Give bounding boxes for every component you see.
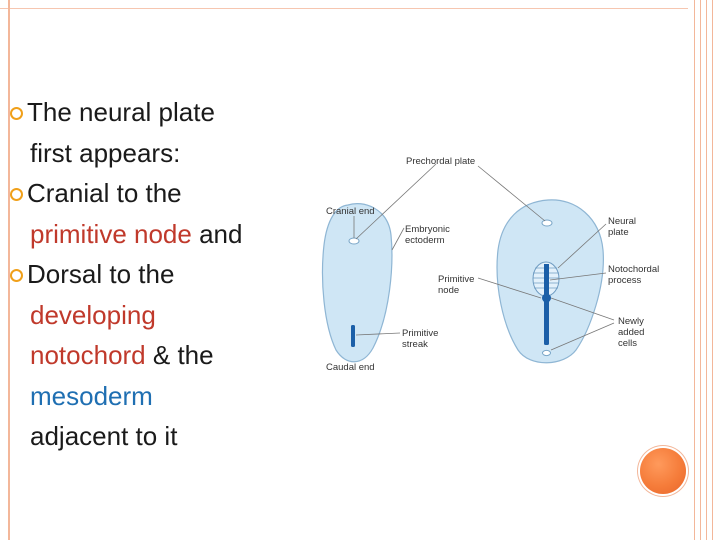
bullet-list [10,92,310,457]
bullet-continuation [10,335,310,376]
label-embryonic-ectoderm: Embryonic ectoderm [405,224,450,246]
left-primitive-streak [351,325,355,347]
right-prechordal-plate [542,220,552,226]
bullet-text: & the [145,340,214,370]
bullet-continuation [10,214,310,255]
notochordal-process [544,264,549,297]
highlight-mesoderm: mesoderm [30,380,153,411]
cloacal-membrane [543,350,551,355]
bullet-continuation [10,133,310,174]
bullet-text: adjacent to it [30,421,178,451]
label-neural-plate: Neural plate [608,216,636,238]
decorative-orange-circle [640,448,686,494]
embryo-diagram [318,140,678,390]
slide-border-right-stripes [688,0,720,540]
bullet-item [10,254,310,295]
bullet-text: Dorsal to the [27,259,175,289]
label-newly-added-cells: Newly added cells [618,316,645,349]
bullet-text: The neural plate [27,97,215,127]
bullet-item [10,92,310,133]
right-primitive-streak [544,300,549,345]
label-caudal-end: Caudal end [326,362,375,373]
bullet-marker-icon [10,188,23,201]
left-prechordal-plate [349,238,359,244]
label-prechordal-plate: Prechordal plate [406,156,476,167]
slide-border-top [0,8,720,9]
label-primitive-streak: Primitive streak [402,328,439,350]
highlight-developing: developing [30,299,156,330]
bullet-text: and [191,218,243,249]
label-notochordal-process: Notochordal process [608,264,660,286]
bullet-continuation [10,376,310,417]
highlight-primitive-node: primitive node [30,218,192,249]
bullet-marker-icon [10,269,23,282]
bullet-text: Cranial to the [27,178,182,208]
left-embryo-disc [323,204,392,362]
highlight-notochord: notochord [30,340,146,370]
label-cranial-end: Cranial end [326,206,375,217]
bullet-text: first appears: [30,137,181,168]
bullet-marker-icon [10,107,23,120]
label-primitive-node: Primitive node [438,274,475,296]
bullet-item [10,173,310,214]
bullet-continuation [10,295,310,336]
bullet-continuation [10,416,310,457]
